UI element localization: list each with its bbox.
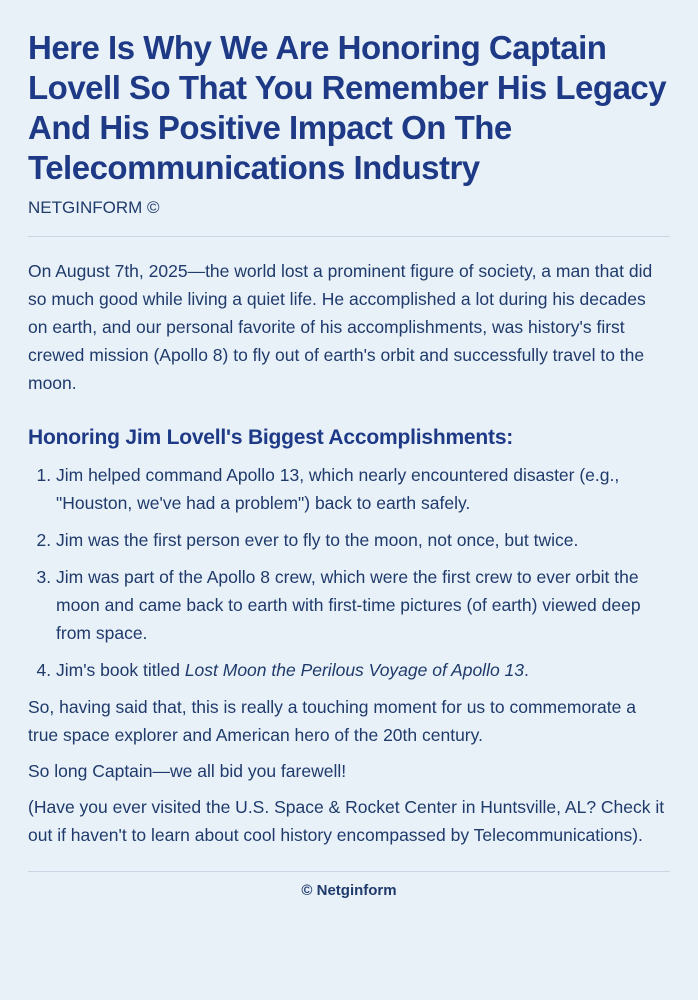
accomplishments-list bbox=[28, 461, 670, 684]
list-item bbox=[56, 656, 670, 684]
list-item-punctuation: . bbox=[524, 660, 529, 680]
byline: NETGINFORM © bbox=[28, 198, 160, 217]
closing-paragraph: So, having said that, this is really a touching moment for us to commemorate a true space explorer and American hero of the 20th century. bbox=[28, 697, 636, 745]
space-center-paragraph: (Have you ever visited the U.S. Space & Rocket Center in Huntsville, AL? Check it out if haven't to learn about cool history encompassed by Telecommunications). bbox=[28, 797, 665, 845]
intro-paragraph: On August 7th, 2025—the world lost a prominent figure of society, a man that did so much good while living a quiet life. He accomplished a lot during his decades on earth, and our personal favorite of his accomplishments, was history's first crewed mission (Apollo 8) to fly out of earth's orbit and successfully travel to the moon. bbox=[28, 261, 653, 393]
header-divider bbox=[28, 236, 670, 237]
article-title: Here Is Why We Are Honoring Captain Lovell So That You Remember His Legacy And His Positive Impact On The Telecommunications Industry bbox=[28, 29, 667, 186]
list-item-text: Jim's book titled bbox=[56, 660, 185, 680]
section-heading: Honoring Jim Lovell's Biggest Accomplishments: bbox=[28, 426, 514, 449]
book-title: Lost Moon the Perilous Voyage of Apollo 13 bbox=[184, 660, 525, 680]
footer-copyright: © Netginform bbox=[301, 882, 397, 899]
list-item: 3. Jim was part of the Apollo 8 crew, which were the first crew to ever orbit the moon and came back to earth with first-time pictures (of earth) viewed deep from space. bbox=[56, 563, 670, 647]
list-item: 1. Jim helped command Apollo 13, which nearly encountered disaster (e.g., "Houston, we've had a problem") back to earth safely. bbox=[56, 461, 670, 517]
list-item: 2. Jim was the first person ever to fly to the moon, not once, but twice. bbox=[56, 526, 670, 554]
farewell-paragraph: So long Captain—we all bid you farewell! bbox=[28, 761, 347, 781]
footer-divider bbox=[28, 871, 670, 872]
